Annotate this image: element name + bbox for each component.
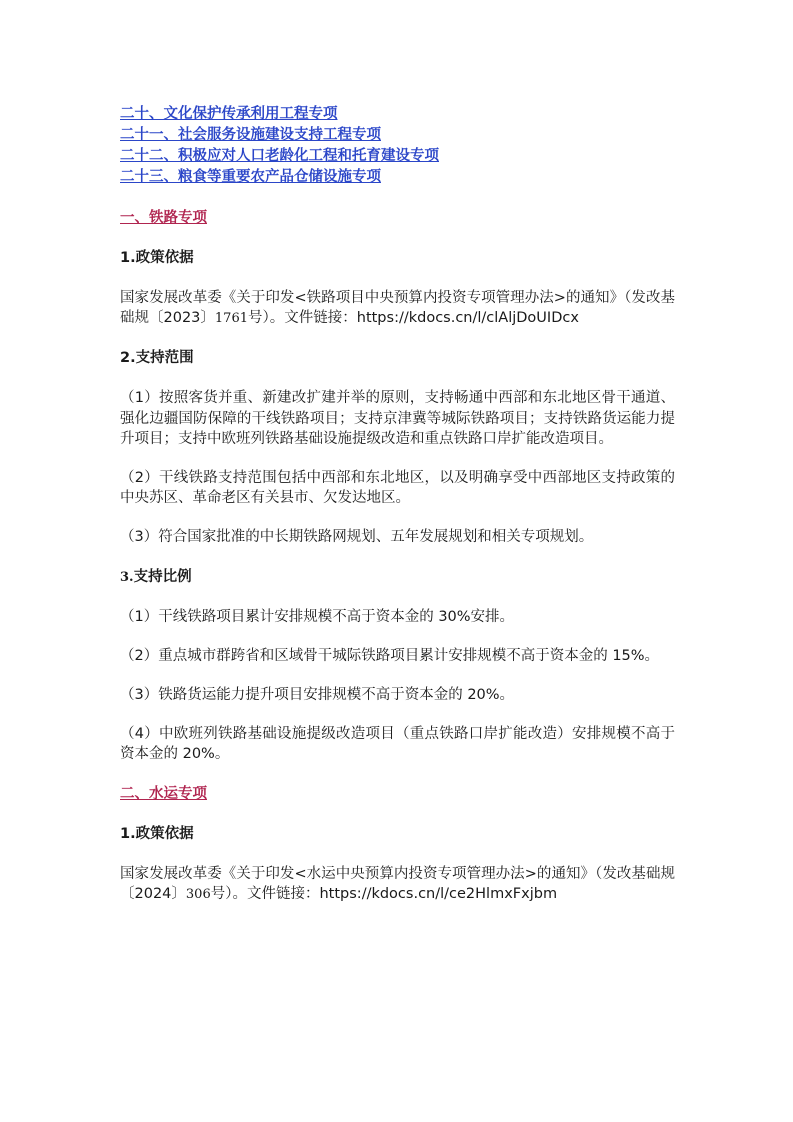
section-heading-waterway[interactable]: 二、水运专项 (120, 785, 207, 802)
railway-ratio-3: （3）铁路货运能力提升项目安排规模不高于资本金的 20%。 (120, 687, 515, 704)
toc-link-22[interactable]: 二十二、积极应对人口老龄化工程和托育建设专项 (120, 148, 439, 164)
toc-link-20[interactable]: 二十、文化保护传承利用工程专项 (120, 106, 338, 122)
waterway-policy-heading: 1.政策依据 (120, 825, 194, 842)
railway-policy-heading: 1.政策依据 (120, 250, 194, 266)
railway-scope-1: （1）按照客货并重、新建改扩建并举的原则，支持畅通中西部和东北地区骨干通道、强化边疆国防保障的干线铁路项目；支持京津冀等城际铁路项目；支持铁路货运能力提升项目；支持中欧班列铁路基础设施提级改造和重点铁路口岸扩能改造项目。 (120, 390, 675, 447)
railway-policy-text-a: 国家发展改革委《关于印发<铁路项目中央预算内投资专项管理办法>的通知》（发改基础规〔2023〕 (120, 290, 675, 327)
railway-ratio-heading (120, 567, 675, 588)
railway-scope-3: （3）符合国家批准的中长期铁路网规划、五年发展规划和相关专项规划。 (120, 529, 594, 546)
table-of-contents (120, 104, 675, 188)
railway-ratio-1: （1）干线铁路项目累计安排规模不高于资本金的 30%安排。 (120, 608, 515, 625)
waterway-policy-text-b: 号）。文件链接：https://kdocs.cn/l/ce2HlmxFxjbm (210, 885, 558, 902)
document-page (120, 104, 675, 905)
railway-ratio-heading-text: 支持比例 (133, 568, 192, 585)
waterway-policy-text-a: 国家发展改革委《关于印发<水运中央预算内投资专项管理办法>的通知》（发改基础规〔2024〕 (120, 865, 675, 902)
toc-link-21[interactable]: 二十一、社会服务设施建设支持工程专项 (120, 127, 381, 143)
railway-policy-text (120, 288, 675, 329)
waterway-policy-doc-number: 306 (185, 886, 211, 902)
section-heading-railway[interactable]: 一、铁路专项 (120, 210, 207, 226)
railway-policy-text-b: 号）。文件链接：https://kdocs.cn/l/clAljDoUIDcx (248, 310, 579, 327)
toc-link-23[interactable]: 二十三、粮食等重要农产品仓储设施专项 (120, 169, 381, 185)
railway-scope-heading: 2.支持范围 (120, 350, 194, 367)
railway-scope-2: （2）干线铁路支持范围包括中西部和东北地区，以及明确享受中西部地区支持政策的中央苏区、革命老区有关县市、欠发达地区。 (120, 470, 675, 507)
railway-ratio-4: （4）中欧班列铁路基础设施提级改造项目（重点铁路口岸扩能改造）安排规模不高于资本金的 20%。 (120, 726, 675, 763)
railway-policy-doc-number: 1761 (214, 311, 248, 327)
railway-ratio-2: （2）重点城市群跨省和区域骨干城际铁路项目累计安排规模不高于资本金的 15%。 (120, 647, 660, 664)
railway-ratio-heading-number: 3. (120, 569, 134, 585)
waterway-policy-text (120, 864, 675, 905)
